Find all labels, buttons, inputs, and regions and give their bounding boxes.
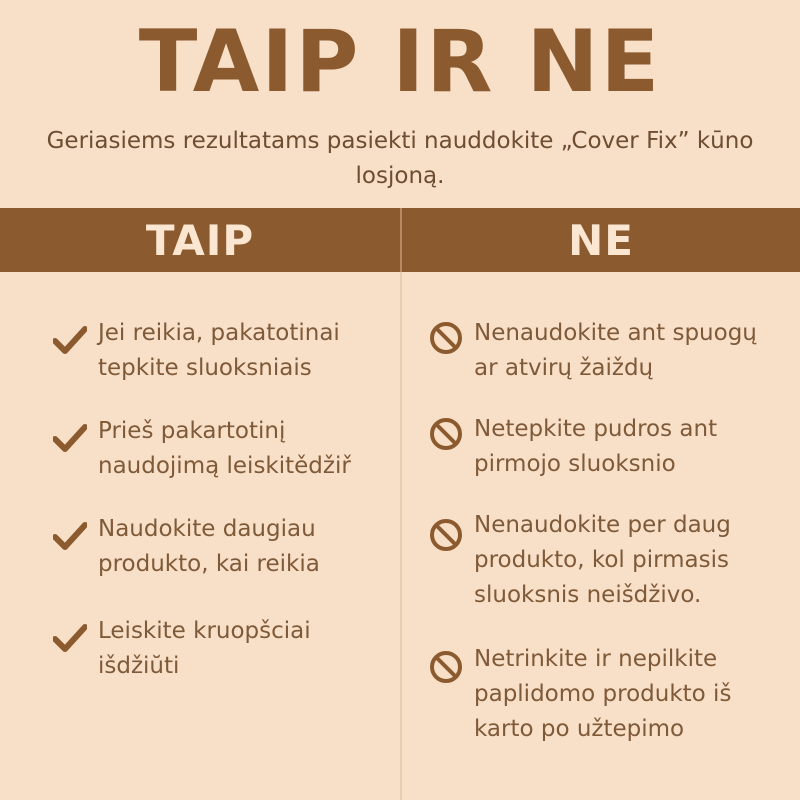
checkmark-icon (48, 414, 92, 452)
column-header-bar (0, 208, 800, 272)
no-column-header: NE (400, 208, 800, 272)
page-title: TAIP IR NE (138, 12, 662, 112)
no-item-line: karto po užtepimo (474, 716, 685, 742)
yes-item (48, 512, 378, 582)
no-item (424, 316, 784, 386)
column-divider (400, 272, 402, 800)
checkmark-icon (48, 316, 92, 354)
checkmark-icon (48, 512, 92, 550)
prohibited-icon (424, 412, 468, 451)
yes-item-line: Prieš pakartotinį (98, 418, 286, 444)
yes-item-line: išdžiŭti (98, 653, 180, 679)
prohibited-icon (424, 642, 468, 684)
prohibited-icon (424, 316, 468, 355)
no-item-line: paplidomo produkto iš (474, 681, 732, 707)
no-item-line: ar atvirų žaiždų (474, 355, 654, 381)
yes-item (48, 414, 378, 484)
no-item-line: Nenaudokite per daug (474, 512, 731, 538)
no-item-line: Netepkite pudros ant (474, 416, 718, 442)
no-item-line: sluoksnis neišdživo. (474, 582, 702, 608)
yes-item-line: tepkite sluoksniais (98, 355, 312, 381)
no-item-line: Nenaudokite ant spuogų (474, 320, 757, 346)
yes-item-line: Naudokite daugiau (98, 516, 316, 542)
no-item (424, 508, 784, 613)
yes-item-line: produkto, kai reikia (98, 551, 320, 577)
no-item (424, 642, 784, 747)
no-item-line: Netrinkite ir nepilkite (474, 646, 718, 672)
yes-column-header: TAIP (145, 215, 255, 265)
yes-item (48, 316, 378, 386)
page-subtitle: Geriasiems rezultatams pasiekti nauddokite „Cover Fix” kūno losjoną. (46, 128, 754, 189)
yes-item-line: naudojimą leiskitědžiř (98, 453, 351, 479)
yes-item-line: Jei reikia, pakatotinai (98, 320, 340, 346)
prohibited-icon (424, 508, 468, 552)
no-item-line: produkto, kol pirmasis (474, 547, 729, 573)
checkmark-icon (48, 614, 92, 652)
no-item (424, 412, 784, 482)
yes-item (48, 614, 378, 684)
yes-item-line: Leiskite kruopšciai (98, 618, 311, 644)
no-item-line: pirmojo sluoksnio (474, 451, 676, 477)
